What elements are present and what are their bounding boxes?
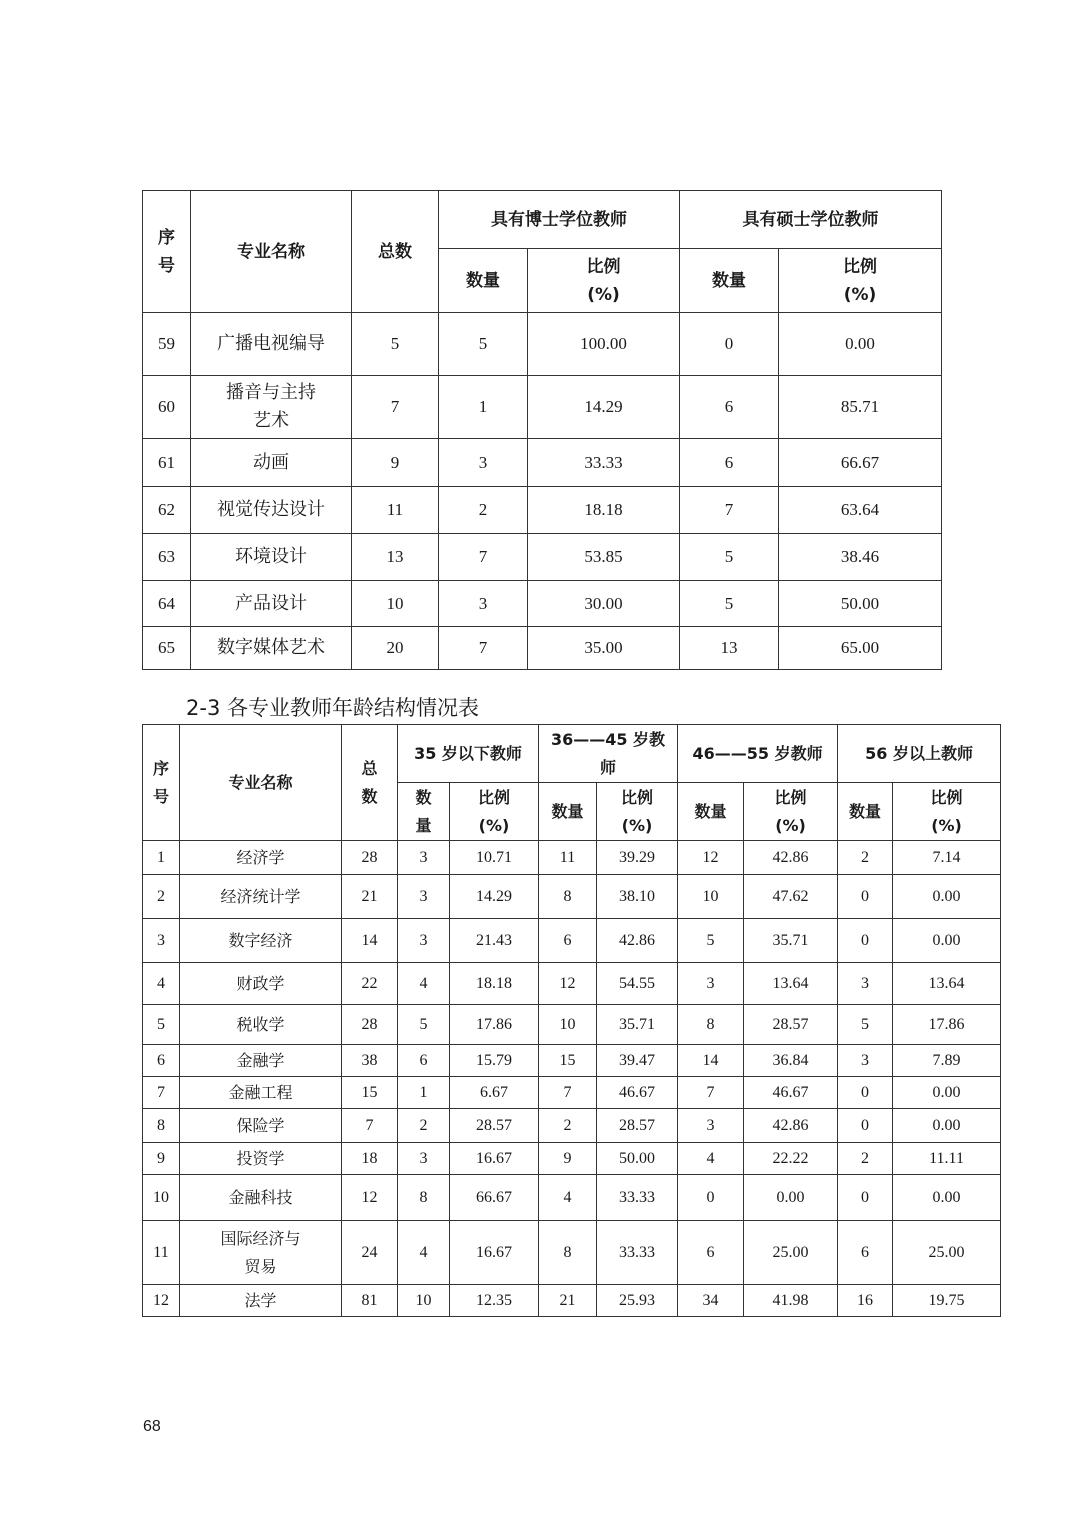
phd-count-cell: 7 (439, 534, 528, 581)
table-row (143, 919, 1001, 963)
seq-cell: 65 (143, 627, 191, 670)
total-cell: 14 (342, 919, 398, 963)
ratio-cell: 47.62 (744, 875, 838, 919)
header-total: 总数 (352, 191, 439, 313)
count-cell: 3 (838, 1045, 893, 1077)
total-cell: 18 (342, 1143, 398, 1175)
phd-ratio-cell: 100.00 (528, 313, 680, 376)
table-row (143, 1005, 1001, 1045)
ratio-cell: 12.35 (450, 1285, 539, 1317)
major-name-cell: 国际经济与 贸易 (180, 1221, 342, 1285)
seq-cell: 1 (143, 841, 180, 875)
table-row (143, 1077, 1001, 1109)
ratio-cell: 14.29 (450, 875, 539, 919)
count-cell: 10 (539, 1005, 597, 1045)
table-row (143, 841, 1001, 875)
ratio-cell: 41.98 (744, 1285, 838, 1317)
master-count-cell: 6 (680, 439, 779, 487)
ratio-cell: 39.29 (597, 841, 678, 875)
count-cell: 0 (838, 1109, 893, 1143)
phd-count-cell: 3 (439, 439, 528, 487)
master-count-cell: 7 (680, 487, 779, 534)
ratio-cell: 33.33 (597, 1221, 678, 1285)
ratio-cell: 33.33 (597, 1175, 678, 1221)
count-cell: 4 (398, 1221, 450, 1285)
seq-cell: 6 (143, 1045, 180, 1077)
table-row (143, 1143, 1001, 1175)
count-cell: 8 (539, 875, 597, 919)
header-seq: 序 号 (143, 191, 191, 313)
table-row (143, 376, 942, 439)
phd-ratio-cell: 35.00 (528, 627, 680, 670)
count-cell: 12 (539, 963, 597, 1005)
major-name-cell: 环境设计 (191, 534, 352, 581)
total-cell: 7 (342, 1109, 398, 1143)
count-cell: 7 (539, 1077, 597, 1109)
header-age-46-55: 46——55 岁教师 (678, 725, 838, 783)
seq-cell: 60 (143, 376, 191, 439)
count-cell: 3 (398, 919, 450, 963)
count-cell: 4 (539, 1175, 597, 1221)
age-structure-table-body (143, 841, 1001, 1317)
total-cell: 12 (342, 1175, 398, 1221)
ratio-cell: 25.00 (893, 1221, 1001, 1285)
ratio-cell: 22.22 (744, 1143, 838, 1175)
major-name-cell: 数字媒体艺术 (191, 627, 352, 670)
count-cell: 0 (838, 1175, 893, 1221)
major-name-cell: 金融科技 (180, 1175, 342, 1221)
count-cell: 5 (838, 1005, 893, 1045)
count-cell: 2 (398, 1109, 450, 1143)
ratio-cell: 28.57 (597, 1109, 678, 1143)
header-ratio: 比例 (%) (450, 783, 539, 841)
header-phd-ratio: 比例 (%) (528, 249, 680, 313)
phd-count-cell: 3 (439, 581, 528, 627)
ratio-cell: 38.10 (597, 875, 678, 919)
master-ratio-cell: 0.00 (779, 313, 942, 376)
phd-count-cell: 5 (439, 313, 528, 376)
count-cell: 5 (678, 919, 744, 963)
master-ratio-cell: 63.64 (779, 487, 942, 534)
ratio-cell: 28.57 (744, 1005, 838, 1045)
count-cell: 10 (398, 1285, 450, 1317)
header-total: 总 数 (342, 725, 398, 841)
ratio-cell: 17.86 (450, 1005, 539, 1045)
ratio-cell: 42.86 (744, 1109, 838, 1143)
table-row (143, 487, 942, 534)
master-count-cell: 5 (680, 581, 779, 627)
ratio-cell: 11.11 (893, 1143, 1001, 1175)
ratio-cell: 36.84 (744, 1045, 838, 1077)
count-cell: 3 (398, 841, 450, 875)
ratio-cell: 13.64 (893, 963, 1001, 1005)
seq-cell: 9 (143, 1143, 180, 1175)
seq-cell: 7 (143, 1077, 180, 1109)
phd-ratio-cell: 33.33 (528, 439, 680, 487)
ratio-cell: 0.00 (744, 1175, 838, 1221)
phd-count-cell: 7 (439, 627, 528, 670)
total-cell: 7 (352, 376, 439, 439)
major-name-cell: 金融工程 (180, 1077, 342, 1109)
count-cell: 0 (838, 1077, 893, 1109)
count-cell: 0 (838, 919, 893, 963)
major-name-cell: 保险学 (180, 1109, 342, 1143)
total-cell: 28 (342, 1005, 398, 1045)
phd-count-cell: 1 (439, 376, 528, 439)
major-name-cell: 播音与主持 艺术 (191, 376, 352, 439)
seq-cell: 8 (143, 1109, 180, 1143)
table-row (143, 875, 1001, 919)
total-cell: 81 (342, 1285, 398, 1317)
header-seq: 序 号 (143, 725, 180, 841)
seq-cell: 12 (143, 1285, 180, 1317)
table-row (143, 1175, 1001, 1221)
master-ratio-cell: 85.71 (779, 376, 942, 439)
header-major-name: 专业名称 (180, 725, 342, 841)
header-phd-count: 数量 (439, 249, 528, 313)
count-cell: 4 (398, 963, 450, 1005)
ratio-cell: 42.86 (597, 919, 678, 963)
major-name-cell: 经济学 (180, 841, 342, 875)
total-cell: 5 (352, 313, 439, 376)
seq-cell: 61 (143, 439, 191, 487)
total-cell: 13 (352, 534, 439, 581)
ratio-cell: 16.67 (450, 1221, 539, 1285)
seq-cell: 64 (143, 581, 191, 627)
master-ratio-cell: 66.67 (779, 439, 942, 487)
count-cell: 0 (678, 1175, 744, 1221)
phd-ratio-cell: 14.29 (528, 376, 680, 439)
header-master-count: 数量 (680, 249, 779, 313)
total-cell: 20 (352, 627, 439, 670)
count-cell: 2 (838, 841, 893, 875)
total-cell: 24 (342, 1221, 398, 1285)
major-name-cell: 财政学 (180, 963, 342, 1005)
count-cell: 6 (678, 1221, 744, 1285)
ratio-cell: 21.43 (450, 919, 539, 963)
major-name-cell: 动画 (191, 439, 352, 487)
total-cell: 28 (342, 841, 398, 875)
seq-cell: 62 (143, 487, 191, 534)
ratio-cell: 10.71 (450, 841, 539, 875)
count-cell: 2 (539, 1109, 597, 1143)
seq-cell: 59 (143, 313, 191, 376)
ratio-cell: 46.67 (744, 1077, 838, 1109)
ratio-cell: 18.18 (450, 963, 539, 1005)
count-cell: 15 (539, 1045, 597, 1077)
major-name-cell: 法学 (180, 1285, 342, 1317)
table-row (143, 439, 942, 487)
total-cell: 15 (342, 1077, 398, 1109)
ratio-cell: 25.93 (597, 1285, 678, 1317)
total-cell: 22 (342, 963, 398, 1005)
ratio-cell: 28.57 (450, 1109, 539, 1143)
ratio-cell: 15.79 (450, 1045, 539, 1077)
count-cell: 12 (678, 841, 744, 875)
count-cell: 3 (678, 963, 744, 1005)
table-row (143, 534, 942, 581)
count-cell: 6 (838, 1221, 893, 1285)
seq-cell: 2 (143, 875, 180, 919)
degree-table-body (143, 313, 942, 670)
seq-cell: 63 (143, 534, 191, 581)
major-name-cell: 经济统计学 (180, 875, 342, 919)
table-row (143, 313, 942, 376)
count-cell: 2 (838, 1143, 893, 1175)
major-name-cell: 广播电视编导 (191, 313, 352, 376)
count-cell: 34 (678, 1285, 744, 1317)
header-age-over-56: 56 岁以上教师 (838, 725, 1001, 783)
major-name-cell: 数字经济 (180, 919, 342, 963)
ratio-cell: 39.47 (597, 1045, 678, 1077)
phd-count-cell: 2 (439, 487, 528, 534)
major-name-cell: 金融学 (180, 1045, 342, 1077)
ratio-cell: 7.89 (893, 1045, 1001, 1077)
master-count-cell: 0 (680, 313, 779, 376)
degree-table (142, 190, 942, 670)
header-count: 数量 (838, 783, 893, 841)
ratio-cell: 7.14 (893, 841, 1001, 875)
total-cell: 9 (352, 439, 439, 487)
seq-cell: 11 (143, 1221, 180, 1285)
ratio-cell: 0.00 (893, 875, 1001, 919)
ratio-cell: 66.67 (450, 1175, 539, 1221)
table-row (143, 1045, 1001, 1077)
header-count: 数 量 (398, 783, 450, 841)
count-cell: 3 (838, 963, 893, 1005)
table-row (143, 627, 942, 670)
major-name-cell: 视觉传达设计 (191, 487, 352, 534)
seq-cell: 3 (143, 919, 180, 963)
header-master-ratio: 比例 (%) (779, 249, 942, 313)
count-cell: 3 (398, 875, 450, 919)
phd-ratio-cell: 30.00 (528, 581, 680, 627)
count-cell: 6 (539, 919, 597, 963)
header-master-group: 具有硕士学位教师 (680, 191, 942, 249)
master-count-cell: 6 (680, 376, 779, 439)
ratio-cell: 46.67 (597, 1077, 678, 1109)
table-caption: 2-3 各专业教师年龄结构情况表 (186, 696, 479, 720)
count-cell: 3 (678, 1109, 744, 1143)
table-row (143, 1109, 1001, 1143)
ratio-cell: 0.00 (893, 1109, 1001, 1143)
count-cell: 8 (678, 1005, 744, 1045)
header-ratio: 比例 (%) (744, 783, 838, 841)
count-cell: 7 (678, 1077, 744, 1109)
ratio-cell: 50.00 (597, 1143, 678, 1175)
total-cell: 21 (342, 875, 398, 919)
table-row (143, 963, 1001, 1005)
table-row (143, 581, 942, 627)
ratio-cell: 35.71 (597, 1005, 678, 1045)
table-row (143, 1285, 1001, 1317)
count-cell: 11 (539, 841, 597, 875)
ratio-cell: 13.64 (744, 963, 838, 1005)
page-number: 68 (143, 1418, 161, 1435)
count-cell: 1 (398, 1077, 450, 1109)
phd-ratio-cell: 53.85 (528, 534, 680, 581)
major-name-cell: 投资学 (180, 1143, 342, 1175)
phd-ratio-cell: 18.18 (528, 487, 680, 534)
major-name-cell: 产品设计 (191, 581, 352, 627)
count-cell: 21 (539, 1285, 597, 1317)
seq-cell: 10 (143, 1175, 180, 1221)
header-count: 数量 (539, 783, 597, 841)
ratio-cell: 42.86 (744, 841, 838, 875)
ratio-cell: 0.00 (893, 1077, 1001, 1109)
header-major-name: 专业名称 (191, 191, 352, 313)
ratio-cell: 19.75 (893, 1285, 1001, 1317)
count-cell: 0 (838, 875, 893, 919)
count-cell: 4 (678, 1143, 744, 1175)
ratio-cell: 17.86 (893, 1005, 1001, 1045)
age-structure-table (142, 724, 1001, 1317)
major-name-cell: 税收学 (180, 1005, 342, 1045)
count-cell: 10 (678, 875, 744, 919)
ratio-cell: 6.67 (450, 1077, 539, 1109)
header-phd-group: 具有博士学位教师 (439, 191, 680, 249)
master-count-cell: 5 (680, 534, 779, 581)
ratio-cell: 54.55 (597, 963, 678, 1005)
master-ratio-cell: 50.00 (779, 581, 942, 627)
seq-cell: 5 (143, 1005, 180, 1045)
header-count: 数量 (678, 783, 744, 841)
ratio-cell: 25.00 (744, 1221, 838, 1285)
total-cell: 11 (352, 487, 439, 534)
header-ratio: 比例 (%) (597, 783, 678, 841)
total-cell: 10 (352, 581, 439, 627)
count-cell: 16 (838, 1285, 893, 1317)
master-ratio-cell: 65.00 (779, 627, 942, 670)
header-age-under-35: 35 岁以下教师 (398, 725, 539, 783)
seq-cell: 4 (143, 963, 180, 1005)
table-row (143, 1221, 1001, 1285)
ratio-cell: 35.71 (744, 919, 838, 963)
count-cell: 8 (539, 1221, 597, 1285)
count-cell: 8 (398, 1175, 450, 1221)
header-ratio: 比例 (%) (893, 783, 1001, 841)
count-cell: 14 (678, 1045, 744, 1077)
master-count-cell: 13 (680, 627, 779, 670)
count-cell: 9 (539, 1143, 597, 1175)
count-cell: 6 (398, 1045, 450, 1077)
header-age-36-45: 36——45 岁教 师 (539, 725, 678, 783)
ratio-cell: 16.67 (450, 1143, 539, 1175)
ratio-cell: 0.00 (893, 919, 1001, 963)
count-cell: 5 (398, 1005, 450, 1045)
count-cell: 3 (398, 1143, 450, 1175)
master-ratio-cell: 38.46 (779, 534, 942, 581)
total-cell: 38 (342, 1045, 398, 1077)
ratio-cell: 0.00 (893, 1175, 1001, 1221)
